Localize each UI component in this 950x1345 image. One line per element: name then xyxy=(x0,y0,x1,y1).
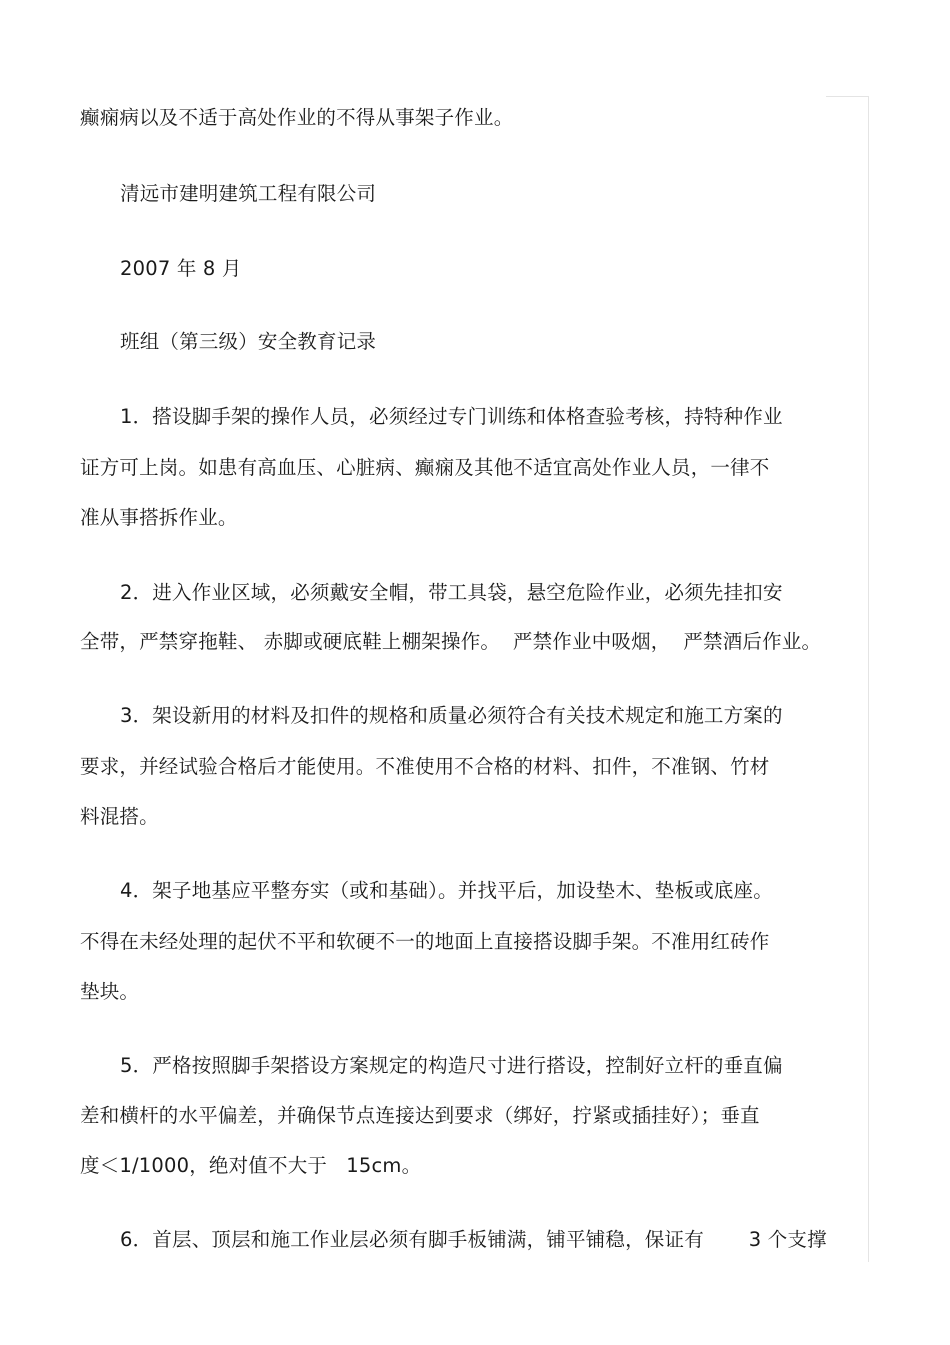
item-3-line-3: 料混搭。 xyxy=(80,805,159,828)
item-1-line-2: 证方可上岗。如患有高血压、心脏病、癫痫及其他不适宜高处作业人员，一律不 xyxy=(80,456,770,479)
company-name: 清远市建明建筑工程有限公司 xyxy=(120,182,377,205)
item-2-line-1: 2．进入作业区域，必须戴安全帽，带工具袋，悬空危险作业，必须先挂扣安 xyxy=(120,581,783,604)
item-1-line-1: 1．搭设脚手架的操作人员，必须经过专门训练和体格查验考核，持特种作业 xyxy=(120,405,783,428)
document-date: 2007 年 8 月 xyxy=(120,257,242,280)
item-3-line-1: 3．架设新用的材料及扣件的规格和质量必须符合有关技术规定和施工方案的 xyxy=(120,704,783,727)
item-2-line-2: 全带，严禁穿拖鞋、 赤脚或硬底鞋上棚架操作。 严禁作业中吸烟， 严禁酒后作业。 xyxy=(80,630,822,653)
page-border-top xyxy=(826,96,869,97)
page-border-right xyxy=(868,96,869,1262)
item-3-line-2: 要求，并经试验合格后才能使用。不准使用不合格的材料、扣件，不准钢、竹材 xyxy=(80,755,770,778)
item-6-line-1: 6．首层、顶层和施工作业层必须有脚手板铺满，铺平铺稳，保证有 3 个支撑 xyxy=(120,1228,827,1251)
section-title: 班组（第三级）安全教育记录 xyxy=(120,330,377,353)
item-5-line-1: 5．严格按照脚手架搭设方案规定的构造尺寸进行搭设，控制好立杆的垂直偏 xyxy=(120,1054,783,1077)
item-4-line-1: 4．架子地基应平整夯实（或和基础）。并找平后，加设垫木、垫板或底座。 xyxy=(120,879,773,902)
item-5-line-2: 差和横杆的水平偏差，并确保节点连接达到要求（绑好，拧紧或插挂好）；垂直 xyxy=(80,1104,760,1127)
item-5-line-3: 度＜1/1000，绝对值不大于 15cm。 xyxy=(80,1154,422,1177)
item-1-line-3: 准从事搭拆作业。 xyxy=(80,506,238,529)
item-4-line-2: 不得在未经处理的起伏不平和软硬不一的地面上直接搭设脚手架。不准用红砖作 xyxy=(80,930,770,953)
item-4-line-3: 垫块。 xyxy=(80,980,140,1003)
text-line: 癫痫病以及不适于高处作业的不得从事架子作业。 xyxy=(80,106,514,129)
